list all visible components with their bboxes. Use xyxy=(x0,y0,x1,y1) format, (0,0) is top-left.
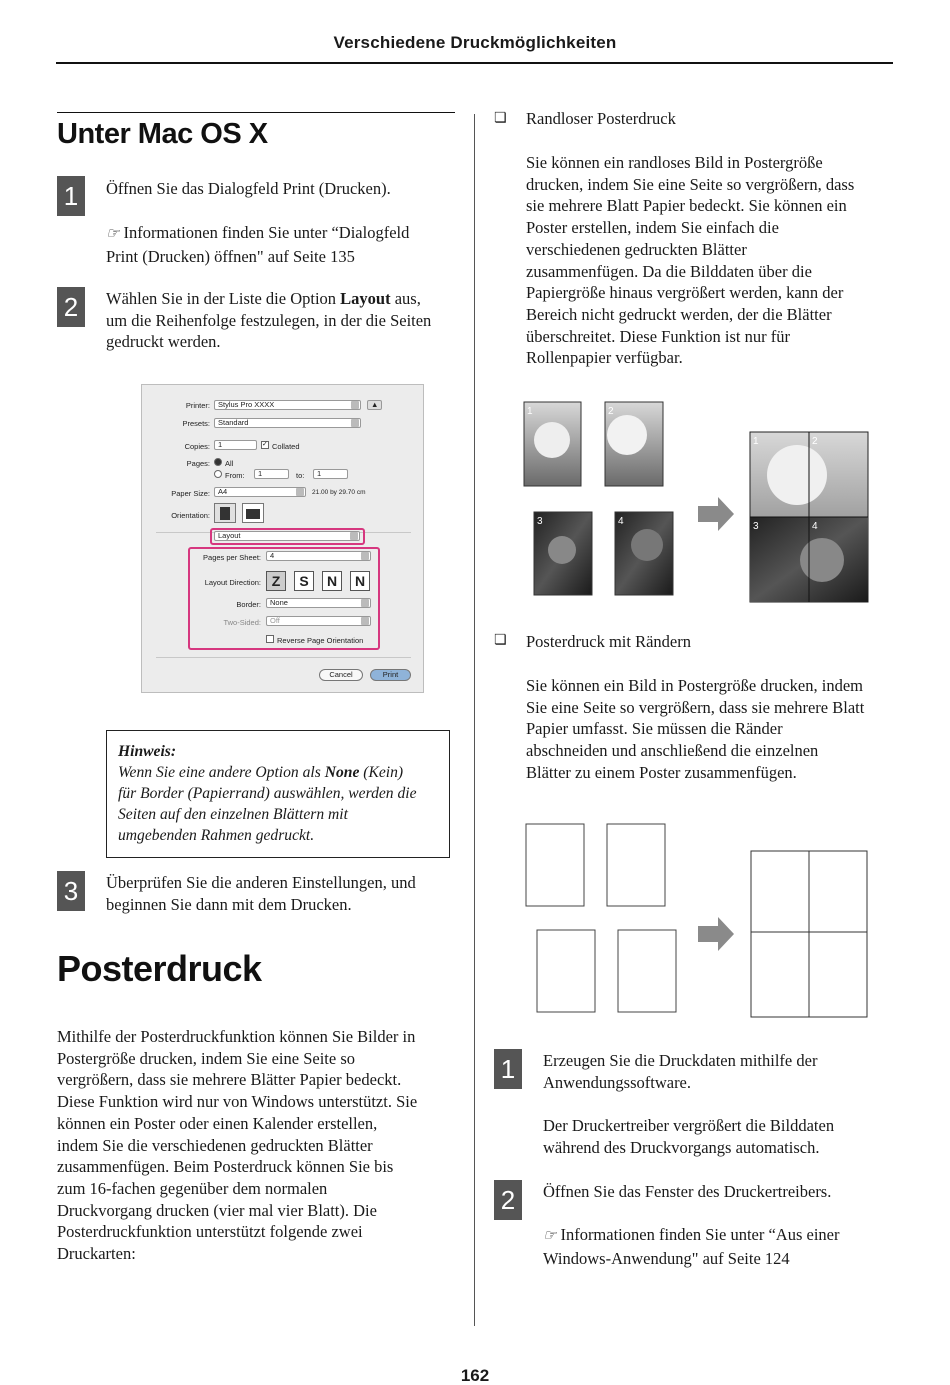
presets-select[interactable] xyxy=(214,418,361,428)
reverse-orientation-checkbox[interactable] xyxy=(266,635,274,643)
text-run: aus, xyxy=(390,289,421,308)
bullet1-line: Papiergröße hinaus vergrößert werden, kann der xyxy=(526,283,844,303)
bullet1-line: überschreitet. Diese Funktion ist nur für xyxy=(526,326,790,346)
text-run: während des Druckvorgangs automatisch. xyxy=(543,1137,820,1157)
tile-number: 1 xyxy=(753,436,759,447)
pages-all-label: All xyxy=(225,459,234,468)
text-run: Überprüfen Sie die anderen Einstellungen, und xyxy=(106,873,416,892)
intro-line: Diese Funktion wird nur von Windows unterstützt. Sie xyxy=(57,1092,418,1112)
checkbox-bullet-icon: ❏ xyxy=(494,110,507,126)
bold-term: Layout xyxy=(340,289,391,308)
note-box xyxy=(106,730,450,858)
select-arrows-icon xyxy=(361,599,369,607)
bullet1-line: drucken, indem Sie eine Seite so vergrößern, dass xyxy=(526,174,855,194)
bullet1-body xyxy=(526,152,896,369)
pointing-hand-icon: ☞ xyxy=(106,226,120,242)
checkbox-bullet-icon: ❏ xyxy=(494,632,507,648)
text-run: um die Reihenfolge festzulegen, in der die Seiten xyxy=(106,310,432,330)
cancel-button[interactable]: Cancel xyxy=(319,669,363,681)
tile-number: 2 xyxy=(812,436,818,447)
print-button[interactable]: Print xyxy=(370,669,411,681)
pages-label: Pages: xyxy=(186,459,210,468)
printer-value: Stylus Pro XXXX xyxy=(218,400,275,409)
bullet1-line: Rollenpapier verfügbar. xyxy=(526,348,683,368)
to-label: to: xyxy=(296,471,305,480)
bullet2-line: Sie können ein Bild in Postergröße drucken, indem xyxy=(526,676,863,695)
right-step2-text: Öffnen Sie das Fenster des Druckertreibers. xyxy=(543,1182,832,1201)
reference-line: Print (Drucken) öffnen" auf Seite 135 xyxy=(106,246,355,266)
bullet1-line: Poster erstellen, indem Sie einfach die xyxy=(526,218,779,238)
tile-number: 2 xyxy=(608,406,614,417)
intro-line: vergrößern, dass sie mehrere Blätter Papier bedeckt. xyxy=(57,1070,402,1090)
step-number-1: 1 xyxy=(57,176,85,216)
sheet-3 xyxy=(537,930,595,1012)
bullet2-line: abschneiden und anschließend die einzelnen xyxy=(526,741,819,761)
printer-label: Printer: xyxy=(185,401,210,410)
landscape-page-icon xyxy=(246,509,260,519)
intro-line: Druckarten: xyxy=(57,1244,136,1264)
border-label: Border: xyxy=(236,600,261,609)
poster-intro-paragraph xyxy=(57,1026,467,1265)
bullet1-title: Randloser Posterdruck xyxy=(526,109,676,128)
bordered-poster-illustration xyxy=(522,820,872,1020)
sheet-2 xyxy=(607,824,665,906)
pages-per-sheet-value: 4 xyxy=(270,551,275,560)
select-arrows-icon xyxy=(296,488,304,496)
header-rule xyxy=(56,62,893,64)
running-header: Verschiedene Druckmöglichkeiten xyxy=(333,33,617,52)
step-number-2: 2 xyxy=(57,287,85,327)
text-run: beginnen Sie dann mit dem Drucken. xyxy=(106,894,352,914)
bullet1-line: verschiedenen gedruckten Blätter xyxy=(526,239,747,259)
layout-direction-label: Layout Direction: xyxy=(204,578,261,587)
print-dialog-screenshot xyxy=(141,384,424,693)
text-run: Anwendungssoftware. xyxy=(543,1072,692,1092)
pages-from-radio[interactable] xyxy=(214,470,222,478)
tile-4 xyxy=(615,512,673,595)
orientation-label: Orientation: xyxy=(171,511,210,520)
right-arrow-icon xyxy=(698,917,734,951)
assembled-poster xyxy=(750,432,868,602)
intro-line: zusammenfügen. Beim Posterdruck können Sie bis xyxy=(57,1157,394,1177)
layout-z-icon[interactable]: Z xyxy=(266,571,286,591)
text-run: Der Druckertreiber vergrößert die Bilddaten xyxy=(543,1116,835,1135)
bullet2-line: Sie eine Seite so vergrößern, dass sie mehrere Blatt xyxy=(526,697,865,717)
select-arrows-icon xyxy=(361,617,369,625)
bullet2-body xyxy=(526,675,906,784)
panel-value: Layout xyxy=(218,531,241,540)
step1-text: Öffnen Sie das Dialogfeld Print (Drucken). xyxy=(106,179,391,198)
reference-line: Informationen finden Sie unter “Dialogfeld xyxy=(123,223,410,242)
reference-line: Windows-Anwendung" auf Seite 124 xyxy=(543,1248,790,1268)
reference-line: Informationen finden Sie unter “Aus einer xyxy=(560,1225,840,1244)
right-arrow-icon xyxy=(698,497,734,531)
text-run: Wählen Sie in der Liste die Option xyxy=(106,289,341,308)
bullet1-line: sie mehrere Blatt Papier bedeckt. Sie können ein xyxy=(526,196,847,216)
reverse-orientation-label: Reverse Page Orientation xyxy=(277,636,364,645)
border-value: None xyxy=(270,598,288,607)
border-select[interactable] xyxy=(266,598,371,608)
tile-number: 4 xyxy=(812,521,818,532)
paper-dimensions: 21.00 by 29.70 cm xyxy=(312,489,366,496)
step-number-3: 3 xyxy=(57,871,85,911)
select-arrows-icon xyxy=(361,552,369,560)
borderless-poster-illustration xyxy=(522,400,872,605)
collated-label: Collated xyxy=(272,442,300,451)
paper-size-value: A4 xyxy=(218,487,228,496)
intro-line: können ein Poster oder einen Kalender erstellen, xyxy=(57,1113,378,1133)
to-input[interactable]: 1 xyxy=(313,469,348,479)
paper-size-select[interactable] xyxy=(214,487,306,497)
tile-2 xyxy=(605,402,663,486)
intro-line: Druckvorgang drucken (vier mal vier Blatt). Die xyxy=(57,1200,377,1220)
pointing-hand-icon: ☞ xyxy=(543,1228,557,1244)
layout-s-icon[interactable]: S xyxy=(294,571,314,591)
copies-label: Copies: xyxy=(184,442,210,451)
bullet2-title: Posterdruck mit Rändern xyxy=(526,632,691,651)
bold-term: None xyxy=(324,764,360,781)
text-run: Wenn Sie eine andere Option als xyxy=(118,764,325,781)
pages-per-sheet-label: Pages per Sheet: xyxy=(203,553,261,562)
step1-reference xyxy=(106,222,409,267)
right-step1-detail xyxy=(543,1115,834,1158)
bullet1-line: Sie können ein randloses Bild in Postergröße xyxy=(526,153,823,172)
bullet2-line: Papier umfasst. Sie müssen die Ränder xyxy=(526,719,783,739)
sheet-1 xyxy=(526,824,584,906)
two-sided-select[interactable] xyxy=(266,616,371,626)
bullet1-line: Bereich nicht gedruckt werden, der die Blätter xyxy=(526,304,832,324)
landscape-orientation-button[interactable] xyxy=(242,503,264,523)
step3-text xyxy=(106,872,416,915)
intro-line: Postergröße drucken, indem Sie eine Seite so xyxy=(57,1048,356,1068)
intro-line: zum 16-fachen gegenüber dem normalen xyxy=(57,1178,328,1198)
bullet1-line: zusammenfügen. Da die Bilddaten über die xyxy=(526,261,812,281)
page-number: 162 xyxy=(460,1366,490,1385)
collated-checkbox[interactable]: ✓ xyxy=(262,441,268,448)
heading-mac-os-x: Unter Mac OS X xyxy=(57,118,268,150)
step2-text xyxy=(106,288,431,353)
step-number-2: 2 xyxy=(494,1180,522,1220)
select-arrows-icon xyxy=(350,532,358,540)
sheet-4 xyxy=(618,930,676,1012)
chevron-up-icon: ▲ xyxy=(371,400,379,409)
layout-n-icon[interactable]: N xyxy=(350,571,370,591)
from-input[interactable]: 1 xyxy=(254,469,289,479)
pages-all-radio[interactable] xyxy=(214,458,222,466)
text-run: Erzeugen Sie die Druckdaten mithilfe der xyxy=(543,1051,818,1070)
presets-label: Presets: xyxy=(182,419,210,428)
tile-number: 1 xyxy=(527,406,533,417)
intro-line: indem Sie die verschiedenen gedruckten Blätter xyxy=(57,1135,373,1155)
panel-select[interactable] xyxy=(214,531,360,541)
note-line: umgebenden Rahmen gedruckt. xyxy=(118,827,315,844)
column-divider xyxy=(474,114,475,1326)
layout-n-reverse-icon[interactable]: N xyxy=(322,571,342,591)
select-arrows-icon xyxy=(351,419,359,427)
note-line: für Border (Papierrand) auswählen, werden die xyxy=(118,785,417,802)
text-run: gedruckt werden. xyxy=(106,332,221,352)
printer-expand-button[interactable] xyxy=(367,400,382,410)
dialog-separator xyxy=(156,657,411,658)
assembled-bordered-poster xyxy=(751,851,867,1017)
printer-select[interactable] xyxy=(214,400,361,410)
pages-from-label: From: xyxy=(225,471,245,480)
section-rule xyxy=(57,112,455,113)
note-line: Seiten auf den einzelnen Blättern mit xyxy=(118,806,348,823)
bullet2-line: Blätter zu einem Poster zusammenfügen. xyxy=(526,762,797,782)
tile-number: 3 xyxy=(537,516,543,527)
portrait-page-icon xyxy=(220,507,230,520)
two-sided-value: Off xyxy=(270,616,280,625)
paper-size-label: Paper Size: xyxy=(171,489,210,498)
presets-value: Standard xyxy=(218,418,249,427)
portrait-orientation-button[interactable] xyxy=(214,503,236,523)
text-run: (Kein) xyxy=(359,764,404,781)
right-step1-text xyxy=(543,1050,817,1093)
select-arrows-icon xyxy=(351,401,359,409)
note-title: Hinweis: xyxy=(118,743,177,760)
intro-line: Mithilfe der Posterdruckfunktion können Sie Bilder in xyxy=(57,1027,416,1046)
tile-3 xyxy=(534,512,592,595)
tile-number: 3 xyxy=(753,521,759,532)
copies-input[interactable]: 1 xyxy=(214,440,257,450)
step-number-1: 1 xyxy=(494,1049,522,1089)
heading-posterdruck: Posterdruck xyxy=(57,948,262,989)
intro-line: Posterdruckfunktion unterstützt folgende zwei xyxy=(57,1222,363,1242)
note-line xyxy=(118,762,439,783)
tile-number: 4 xyxy=(618,516,624,527)
pages-per-sheet-select[interactable] xyxy=(266,551,371,561)
two-sided-label: Two-Sided: xyxy=(223,618,261,627)
right-step2-reference xyxy=(543,1224,840,1269)
